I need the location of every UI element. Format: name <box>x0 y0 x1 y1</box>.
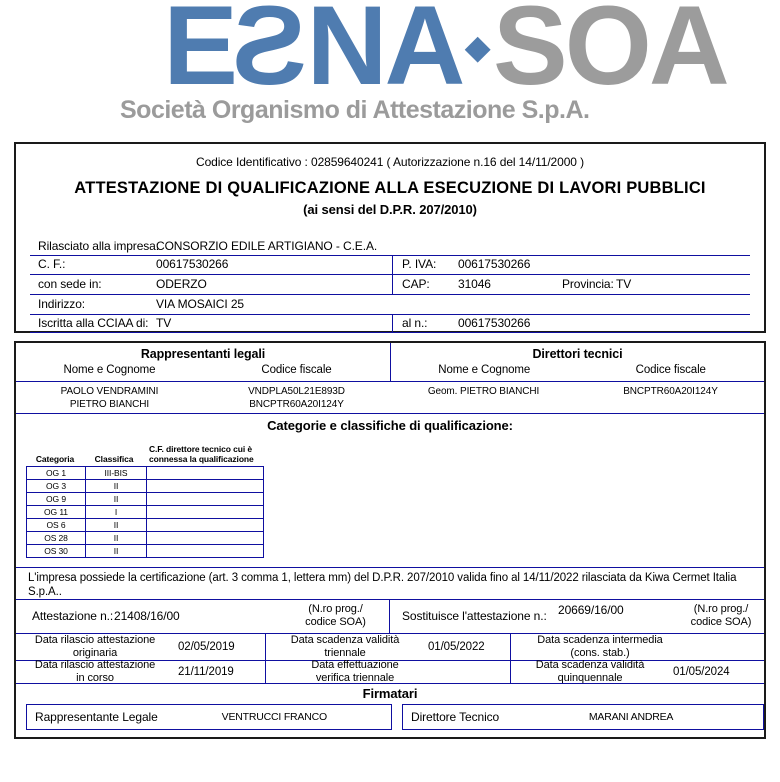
sostituisce-label: Sostituisce l'attestazione n.: <box>402 609 547 623</box>
tecnico-cf: BNCPTR60A20I124Y <box>623 386 718 397</box>
attestation-number-row <box>16 599 764 633</box>
table-row <box>16 398 764 411</box>
date-label-line1: Data scadenza validità <box>535 659 645 672</box>
nro-prog-note <box>278 603 393 629</box>
cap-label: CAP: <box>402 276 430 291</box>
provincia-value: TV <box>616 276 632 291</box>
categoria-value: OS 6 <box>27 519 86 531</box>
categorie-table-header <box>26 444 264 464</box>
date-cell-scadenza-intermedia <box>510 633 764 661</box>
section-divider <box>16 413 764 414</box>
tecnici-title: Direttori tecnici <box>532 347 623 361</box>
date-value: 21/11/2019 <box>178 666 234 678</box>
logo-tagline: Società Organismo di Attestazione S.p.A. <box>120 96 590 124</box>
header-box <box>14 142 766 333</box>
attestation-current-cell <box>16 599 390 633</box>
tecnici-header-cell <box>390 343 764 381</box>
date-label-line1: Data scadenza intermedia <box>537 633 663 646</box>
cf-value <box>147 519 263 531</box>
cciaa-value: TV <box>156 315 172 330</box>
tecnici-cf-header: Codice fiscale <box>635 364 706 376</box>
logo-letter-e: E <box>163 0 235 108</box>
impresa-value: CONSORZIO EDILE ARTIGIANO - C.E.A. <box>156 238 378 253</box>
nro-prog-line2: codice SOA) <box>305 616 366 629</box>
legale-cf: BNCPTR60A20I124Y <box>249 399 344 410</box>
attestation-replaced-cell <box>390 599 764 633</box>
legale-cf: VNDPLA50L21E893D <box>248 386 345 397</box>
firmatario-legale-box <box>26 704 392 730</box>
nro-prog-note <box>680 603 762 629</box>
date-label <box>515 659 665 684</box>
date-label <box>515 634 685 659</box>
cciaa-label: Iscritta alla CCIAA di: <box>38 315 149 330</box>
logo-letter-s-mirrored: S <box>234 0 307 108</box>
classifica-value: II <box>86 519 147 531</box>
field-row-impresa <box>30 238 750 256</box>
table-row <box>27 545 263 557</box>
date-cell-rilascio-in-corso <box>16 661 265 683</box>
esna-soa-logo <box>115 0 775 108</box>
table-row <box>27 493 263 506</box>
firmatari-title: Firmatari <box>362 686 418 701</box>
legale-nome: PIETRO BIANCHI <box>69 399 150 410</box>
date-cell-scadenza-triennale <box>265 633 510 661</box>
table-row <box>27 480 263 493</box>
column-divider <box>392 275 393 294</box>
tecnico-nome: Geom. PIETRO BIANCHI <box>427 386 540 397</box>
indirizzo-label: Indirizzo: <box>38 296 86 311</box>
tecnico-cf <box>577 398 764 411</box>
date-label <box>20 659 170 684</box>
cf-direttore-header <box>144 444 264 464</box>
categoria-value: OG 3 <box>27 480 86 492</box>
categoria-value: OS 30 <box>27 545 86 557</box>
legali-title: Rappresentanti legali <box>140 347 266 361</box>
classifica-value: II <box>86 480 147 492</box>
table-row <box>16 385 764 398</box>
date-cell-scadenza-quinquennale <box>510 661 764 683</box>
dates-grid <box>16 633 764 683</box>
date-label-line2: triennale <box>324 646 366 659</box>
indirizzo-value: VIA MOSAICI 25 <box>156 296 244 311</box>
date-label-line1: Data rilascio attestazione <box>34 633 156 646</box>
cf-value <box>147 493 263 505</box>
date-label <box>270 634 420 659</box>
categoria-value: OS 28 <box>27 532 86 544</box>
piva-value: 00617530266 <box>458 256 531 271</box>
section-divider <box>16 683 764 684</box>
logo-letters-na: NA <box>306 0 463 108</box>
date-label-line2: originaria <box>72 646 118 659</box>
cf-value <box>147 506 263 518</box>
piva-label: P. IVA: <box>402 256 437 271</box>
date-label-line2: (cons. stab.) <box>570 646 630 659</box>
cf-label: C. F.: <box>38 256 66 271</box>
categorie-title: Categorie e classifiche di qualificazione: <box>267 418 513 433</box>
certification-text: L'impresa possiede la certificazione (art. 3 comma 1, lettera mm) del D.P.R. 207/2010 valida fino al 14/11/2022 rilasciata da Kiwa Cermet Italia S.p.A.. <box>28 572 737 598</box>
direttore-tecnico-nome: MARANI ANDREA <box>588 711 674 723</box>
rappresentante-legale-label: Rappresentante Legale <box>35 710 158 724</box>
cf-value <box>147 545 263 557</box>
cap-value: 31046 <box>458 276 491 291</box>
date-cell-rilascio-originaria <box>16 633 265 661</box>
date-label-line1: Data rilascio attestazione <box>34 659 156 672</box>
classifica-value: II <box>86 493 147 505</box>
date-label <box>270 659 440 684</box>
section-divider <box>16 567 764 568</box>
representatives-header <box>16 343 764 382</box>
sostituisce-value: 20669/16/00 <box>558 603 624 617</box>
rappresentante-legale-nome: VENTRUCCI FRANCO <box>221 711 327 723</box>
body-box <box>14 341 766 739</box>
document-subtitle: (ai sensi del D.P.R. 207/2010) <box>303 202 477 217</box>
cf-value <box>147 467 263 479</box>
table-row <box>27 506 263 519</box>
representatives-rows <box>16 385 764 411</box>
classifica-value: II <box>86 532 147 544</box>
logo-letters-soa: SOA <box>493 0 727 108</box>
date-value: 02/05/2019 <box>178 640 235 653</box>
tecnici-nome-header: Nome e Cognome <box>438 364 531 376</box>
logo-diamond-separator-icon: ◆ <box>465 29 491 65</box>
classifica-value: III-BIS <box>86 467 147 479</box>
cf-value <box>147 480 263 492</box>
sede-label: con sede in: <box>38 276 102 291</box>
identification-line: Codice Identificativo : 02859640241 ( Autorizzazione n.16 del 14/11/2000 ) <box>196 155 584 169</box>
al-n-label: al n.: <box>402 315 428 330</box>
date-label-line1: Data scadenza validità <box>290 633 400 646</box>
legali-cf-header: Codice fiscale <box>261 364 332 376</box>
cf-direttore-header-line2: connessa la qualificazione <box>149 454 254 465</box>
categorie-table <box>26 444 264 558</box>
company-fields <box>30 238 750 333</box>
cf-value <box>147 532 263 544</box>
field-row-cciaa <box>30 315 750 333</box>
impresa-label: Rilasciato alla impresa: <box>38 238 159 253</box>
table-row <box>27 467 263 480</box>
classifica-value: II <box>86 545 147 557</box>
nro-prog-line2: codice SOA) <box>690 616 752 629</box>
legali-nome-header: Nome e Cognome <box>63 364 156 376</box>
sede-value: ODERZO <box>156 276 207 291</box>
al-n-value: 00617530266 <box>458 315 531 330</box>
field-row-sede <box>30 275 750 295</box>
date-label <box>20 634 170 659</box>
categoria-value: OG 11 <box>27 506 86 518</box>
date-value: 01/05/2024 <box>673 666 730 678</box>
provincia-label: Provincia: <box>562 276 614 291</box>
date-label-line1: Data effettuazione <box>311 659 399 672</box>
document-title: ATTESTAZIONE DI QUALIFICAZIONE ALLA ESECUZIONE DI LAVORI PUBBLICI <box>74 179 706 197</box>
categoria-header: Categoria <box>35 454 75 465</box>
classifica-header: Classifica <box>94 454 134 465</box>
direttore-tecnico-label: Direttore Tecnico <box>411 710 500 724</box>
classifica-value: I <box>86 506 147 518</box>
field-row-cf-piva <box>30 256 750 275</box>
date-value: 01/05/2022 <box>428 640 485 653</box>
categorie-grid <box>26 466 264 558</box>
cf-direttore-header-line1: C.F. direttore tecnico cui è <box>149 444 253 454</box>
legale-nome: PAOLO VENDRAMINI <box>60 386 159 397</box>
field-row-indirizzo <box>30 295 750 315</box>
table-row <box>27 519 263 532</box>
date-label-line2: verifica triennale <box>315 672 395 684</box>
date-label-line2: in corso <box>76 672 114 684</box>
attestazione-value: 21408/16/00 <box>114 609 180 623</box>
date-label-line2: quinquennale <box>557 672 623 684</box>
attestazione-label: Attestazione n.: <box>32 609 114 623</box>
cf-value: 00617530266 <box>156 256 229 271</box>
column-divider <box>392 256 393 274</box>
table-row <box>27 532 263 545</box>
firmatario-tecnico-box <box>402 704 764 730</box>
nro-prog-line1: (N.ro prog./ <box>308 603 363 615</box>
categoria-value: OG 1 <box>27 467 86 479</box>
date-cell-verifica-triennale <box>265 661 510 683</box>
column-divider <box>392 315 393 332</box>
tecnico-nome <box>390 398 577 411</box>
categoria-value: OG 9 <box>27 493 86 505</box>
nro-prog-line1: (N.ro prog./ <box>693 603 749 615</box>
legali-header-cell <box>16 343 390 381</box>
